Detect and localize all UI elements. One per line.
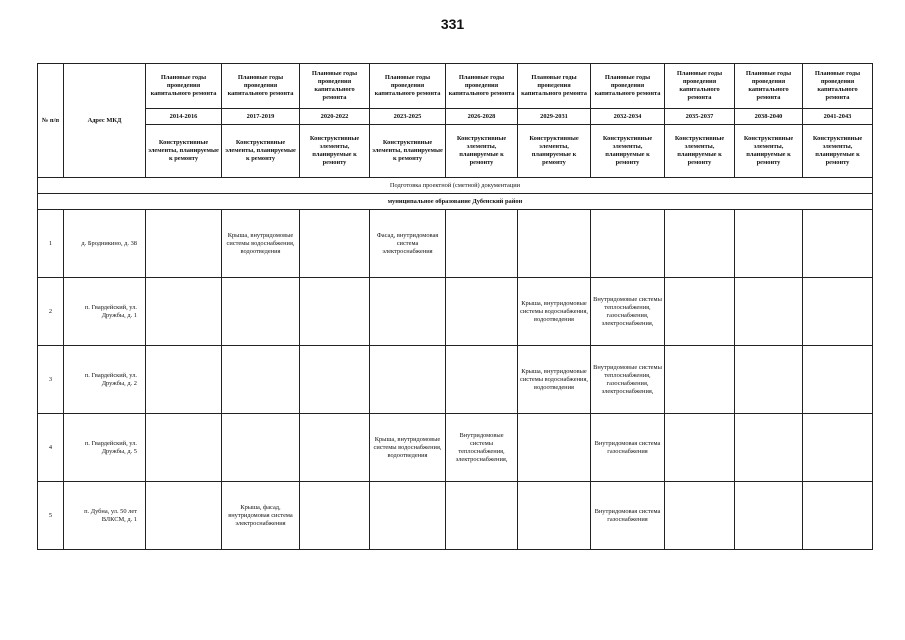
header-plan-2: Плановые годы проведения капитального ремонта	[222, 64, 300, 109]
repair-cell-2023-2025: Крыша, внутридомовые системы водоснабжения, водоотведения	[370, 414, 446, 482]
repair-cell-2041-2043	[803, 210, 873, 278]
header-period-1: 2014-2016	[146, 109, 222, 125]
repair-cell-2020-2022	[300, 278, 370, 346]
header-period-4: 2023-2025	[370, 109, 446, 125]
header-elements-8: Конструктивные элементы, планируемые к ремонту	[665, 125, 735, 178]
repair-cell-2020-2022	[300, 210, 370, 278]
header-elements-10: Конструктивные элементы, планируемые к ремонту	[803, 125, 873, 178]
row-number: 5	[38, 482, 64, 550]
repair-cell-2041-2043	[803, 414, 873, 482]
header-plan-3: Плановые годы проведения капитального ремонта	[300, 64, 370, 109]
row-address: п. Гвардейский, ул. Дружбы, д. 2	[64, 346, 146, 414]
section-row	[38, 178, 873, 194]
row-number: 3	[38, 346, 64, 414]
header-elements-1: Конструктивные элементы, планируемые к ремонту	[146, 125, 222, 178]
repair-cell-2035-2037	[665, 210, 735, 278]
repair-cell-2032-2034	[591, 210, 665, 278]
header-period-6: 2029-2031	[518, 109, 591, 125]
repair-cell-2038-2040	[735, 414, 803, 482]
section-title: Подготовка проектной (сметной) документации	[38, 178, 873, 194]
header-period-7: 2032-2034	[591, 109, 665, 125]
repair-cell-2032-2034: Внутридомовые системы теплоснабжения, газоснабжения, электроснабжения,	[591, 278, 665, 346]
header-period-9: 2038-2040	[735, 109, 803, 125]
table-row	[38, 482, 873, 550]
repair-cell-2035-2037	[665, 414, 735, 482]
repair-cell-2026-2028	[446, 278, 518, 346]
repair-cell-2014-2016	[146, 482, 222, 550]
repair-cell-2029-2031	[518, 414, 591, 482]
repair-cell-2035-2037	[665, 278, 735, 346]
repair-cell-2038-2040	[735, 210, 803, 278]
header-period-5: 2026-2028	[446, 109, 518, 125]
table-row	[38, 210, 873, 278]
header-plan-1: Плановые годы проведения капитального ремонта	[146, 64, 222, 109]
repair-cell-2017-2019: Крыша, внутридомовые системы водоснабжения, водоотведения	[222, 210, 300, 278]
row-address: д. Бродникино, д. 38	[64, 210, 146, 278]
header-elements-6: Конструктивные элементы, планируемые к ремонту	[518, 125, 591, 178]
header-elements-7: Конструктивные элементы, планируемые к ремонту	[591, 125, 665, 178]
header-elements-2: Конструктивные элементы, планируемые к ремонту	[222, 125, 300, 178]
header-period-2: 2017-2019	[222, 109, 300, 125]
page-number: 331	[440, 16, 465, 32]
header-elements-5: Конструктивные элементы, планируемые к ремонту	[446, 125, 518, 178]
repair-cell-2041-2043	[803, 482, 873, 550]
table-body	[38, 64, 873, 550]
repair-cell-2023-2025	[370, 346, 446, 414]
header-address: Адрес МКД	[64, 64, 146, 178]
header-plan-10: Плановые годы проведения капитального ремонта	[803, 64, 873, 109]
table-row	[38, 414, 873, 482]
repair-cell-2041-2043	[803, 278, 873, 346]
municipality-title: муниципальное образование Дубенский район	[38, 194, 873, 210]
repair-cell-2038-2040	[735, 346, 803, 414]
repair-cell-2032-2034: Внутридомовые системы теплоснабжения, газоснабжения, электроснабжения,	[591, 346, 665, 414]
repair-cell-2014-2016	[146, 278, 222, 346]
repair-cell-2026-2028: Внутридомовые системы теплоснабжения, электроснабжения,	[446, 414, 518, 482]
repair-cell-2017-2019	[222, 414, 300, 482]
repair-cell-2020-2022	[300, 346, 370, 414]
repair-cell-2017-2019: Крыша, фасад, внутридомовая система электроснабжения	[222, 482, 300, 550]
repair-cell-2032-2034: Внутридомовая система газоснабжения	[591, 482, 665, 550]
repair-cell-2029-2031	[518, 482, 591, 550]
municipality-row	[38, 194, 873, 210]
header-row-periods	[38, 109, 873, 125]
header-plan-9: Плановые годы проведения капитального ремонта	[735, 64, 803, 109]
repair-cell-2029-2031: Крыша, внутридомовые системы водоснабжения, водоотведения	[518, 278, 591, 346]
row-number: 4	[38, 414, 64, 482]
header-num: № п/п	[38, 64, 64, 178]
repair-cell-2014-2016	[146, 346, 222, 414]
row-number: 1	[38, 210, 64, 278]
header-plan-8: Плановые годы проведения капитального ремонта	[665, 64, 735, 109]
header-plan-4: Плановые годы проведения капитального ремонта	[370, 64, 446, 109]
repair-schedule-table	[37, 63, 873, 550]
repair-cell-2029-2031: Крыша, внутридомовые системы водоснабжения, водоотведения	[518, 346, 591, 414]
repair-cell-2029-2031	[518, 210, 591, 278]
repair-cell-2023-2025	[370, 278, 446, 346]
header-plan-7: Плановые годы проведения капитального ремонта	[591, 64, 665, 109]
header-plan-5: Плановые годы проведения капитального ремонта	[446, 64, 518, 109]
table-row	[38, 278, 873, 346]
repair-cell-2017-2019	[222, 278, 300, 346]
repair-cell-2026-2028	[446, 210, 518, 278]
repair-cell-2023-2025: Фасад, внутридомовая система электроснабжения	[370, 210, 446, 278]
repair-cell-2014-2016	[146, 414, 222, 482]
repair-cell-2035-2037	[665, 346, 735, 414]
repair-cell-2020-2022	[300, 482, 370, 550]
header-plan-6: Плановые годы проведения капитального ремонта	[518, 64, 591, 109]
header-row-elements	[38, 125, 873, 178]
header-elements-9: Конструктивные элементы, планируемые к ремонту	[735, 125, 803, 178]
header-period-10: 2041-2043	[803, 109, 873, 125]
repair-cell-2023-2025	[370, 482, 446, 550]
header-period-8: 2035-2037	[665, 109, 735, 125]
repair-cell-2038-2040	[735, 482, 803, 550]
header-elements-4: Конструктивные элементы, планируемые к ремонту	[370, 125, 446, 178]
repair-cell-2014-2016	[146, 210, 222, 278]
repair-cell-2032-2034: Внутридомовая система газоснабжения	[591, 414, 665, 482]
row-address: п. Дубна, ул. 50 лет ВЛКСМ, д. 1	[64, 482, 146, 550]
row-address: п. Гвардейский, ул. Дружбы, д. 5	[64, 414, 146, 482]
table-row	[38, 346, 873, 414]
repair-cell-2017-2019	[222, 346, 300, 414]
repair-cell-2038-2040	[735, 278, 803, 346]
header-period-3: 2020-2022	[300, 109, 370, 125]
row-number: 2	[38, 278, 64, 346]
repair-cell-2026-2028	[446, 346, 518, 414]
repair-cell-2041-2043	[803, 346, 873, 414]
repair-cell-2026-2028	[446, 482, 518, 550]
header-row-plan	[38, 64, 873, 109]
repair-cell-2020-2022	[300, 414, 370, 482]
header-elements-3: Конструктивные элементы, планируемые к ремонту	[300, 125, 370, 178]
row-address: п. Гвардейский, ул. Дружбы, д. 1	[64, 278, 146, 346]
repair-cell-2035-2037	[665, 482, 735, 550]
